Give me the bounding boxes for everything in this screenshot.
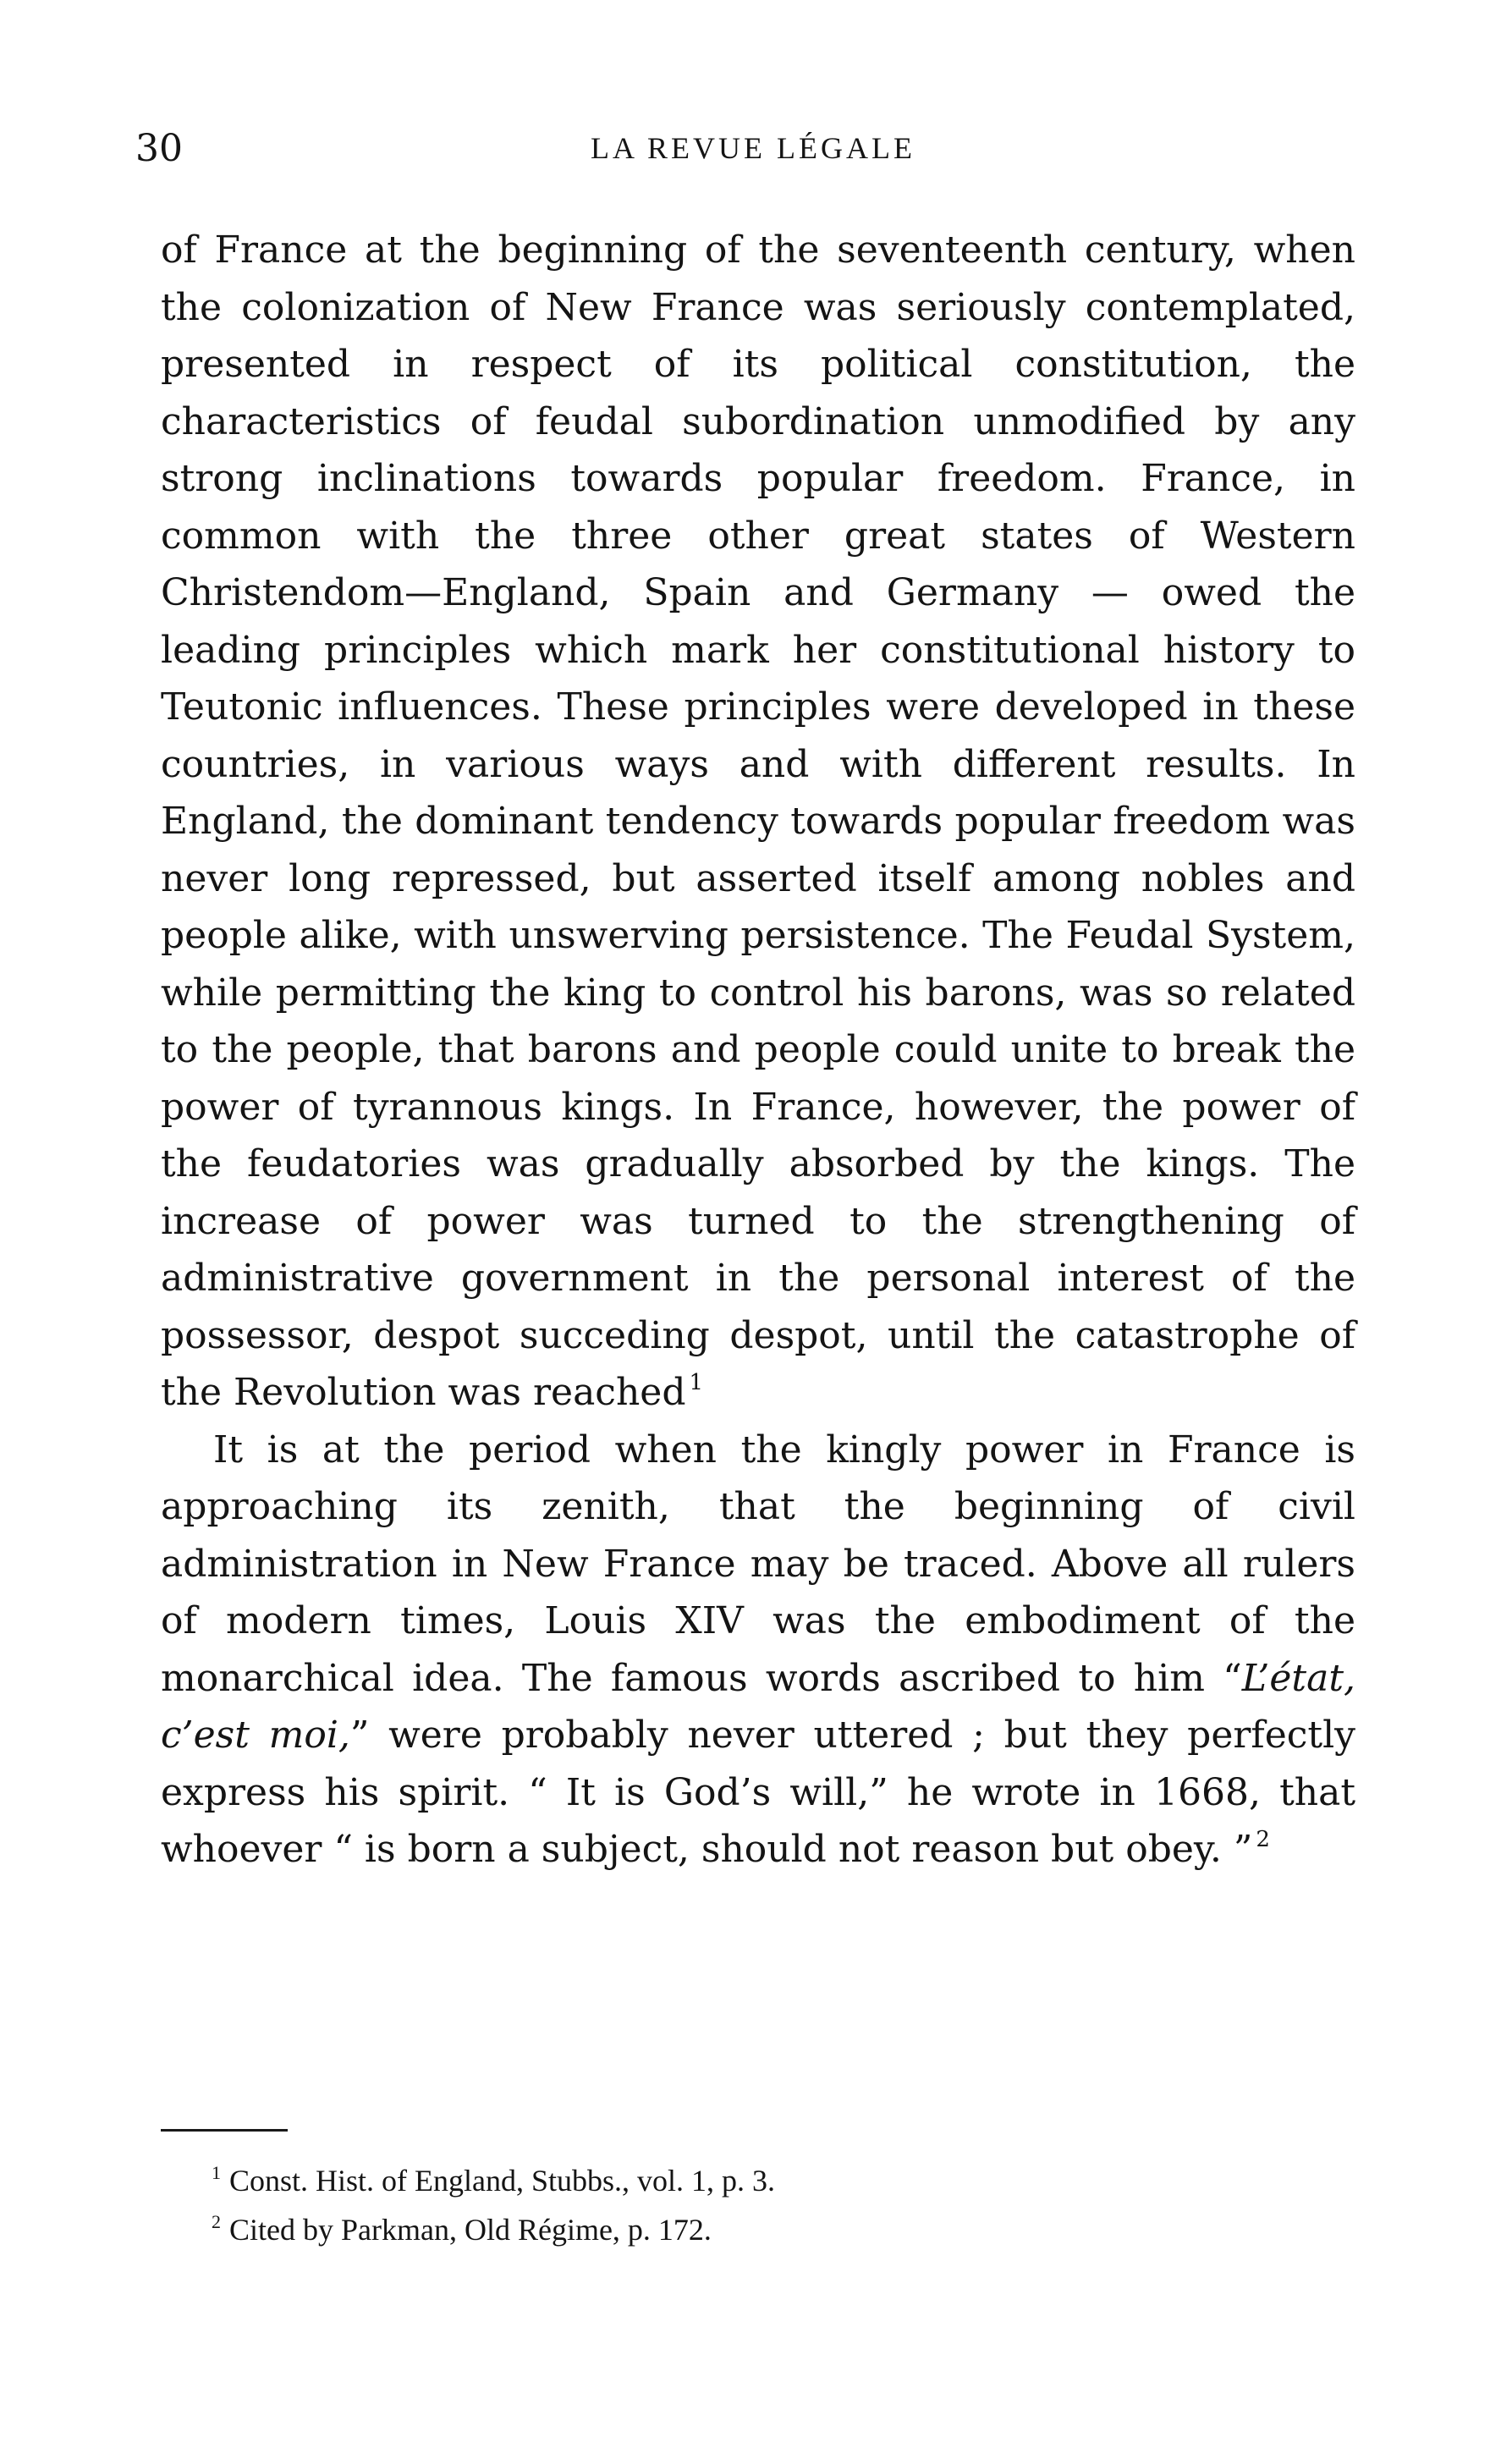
paragraph-2: [161, 1422, 1355, 1879]
footnote-ref-1: 1: [689, 1370, 704, 1395]
footnote-ref-2: 2: [1256, 1827, 1270, 1852]
paragraph-1: [161, 222, 1355, 1422]
body-text: [161, 222, 1355, 1879]
footnote-marker: 2: [212, 2211, 221, 2232]
footnote-text: Const. Hist. of England, Stubbs., vol. 1, p. 3.: [229, 2164, 776, 2198]
footnote-2: [212, 2205, 1311, 2254]
footnote-marker: 1: [212, 2162, 221, 2183]
paragraph-2-text-after-quote: ” were probably never uttered ; but they perfectly express his spirit. “ It is God’s will,” he wrote in 1668, that whoever “ is born a subject, should not reason but obey. ”: [161, 1714, 1355, 1871]
paragraph-2-italic-quote: L’état, c’est moi,: [161, 1656, 1355, 1757]
running-title: LA REVUE LÉGALE: [591, 131, 915, 165]
paragraph-2-text-before-quote: It is at the period when the kingly power in France is approaching its zenith, that the beginning of civil administration in New France may be traced. Above all rulers of modern times, Louis XIV was the embodiment of the monarchical idea. The famous words ascribed to him “: [161, 1428, 1355, 1700]
footnote-1: [212, 2156, 1311, 2205]
page-number: 30: [135, 127, 183, 170]
footnote-text: Cited by Parkman, Old Régime, p. 172.: [229, 2213, 712, 2247]
page-header: [135, 127, 1371, 186]
footnote-divider: [161, 2129, 288, 2132]
footnotes: [212, 2156, 1311, 2254]
paragraph-1-text: of France at the beginning of the seventeenth century, when the colonization of New France was seriously contemplated, presented in respect of its political constitution, the characteristics of feudal subordination unmodified by any strong inclinations towards popular freedom. France, in common with the three other great states of Western Christendom—England, Spain and Germany — owed the leading principles which mark her constitutional history to Teutonic influences. These principles were developed in these countries, in various ways and with different results. In England, the dominant tendency towards popular freedom was never long repressed, but asserted itself among nobles and people alike, with unswerving persistence. The Feudal System, while permitting the king to control his barons, was so related to the people, that barons and people could unite to break the power of tyrannous kings. In France, however, the power of the feudatories was gradually absorbed by the kings. The increase of power was turned to the strengthening of administrative government in the personal interest of the possessor, despot succeding despot, until the catastrophe of the Revolution was reached: [161, 228, 1355, 1414]
